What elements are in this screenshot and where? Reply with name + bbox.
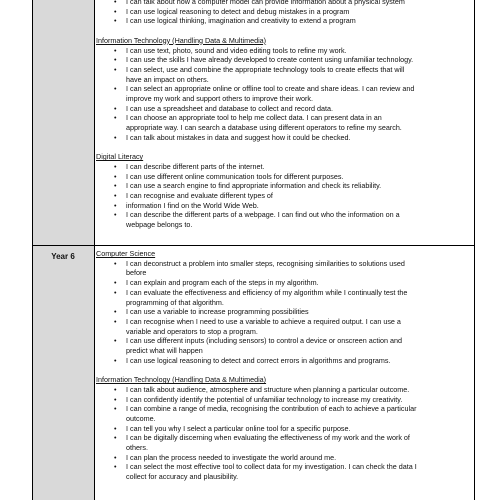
- list-item: • I can select an appropriate online or offline tool to create and share ideas. I can review and improve my work and support others to improve their work.: [114, 84, 415, 104]
- cs-list-row1: [96, 0, 472, 26]
- list-item: • I can use the skills I have already developed to create content using unfamiliar technology.: [114, 55, 414, 65]
- list-item: • I can use a variable to increase programming possibilities: [114, 307, 309, 317]
- it-list-row1: [96, 46, 472, 143]
- list-item: • I can explain and program each of the steps in my algorithm.: [114, 278, 319, 288]
- list-item: • I can deconstruct a problem into smaller steps, recognising similarities to solutions used before: [114, 258, 405, 278]
- list-item: • I can be digitally discerning when evaluating the effectiveness of my work and the work of others.: [114, 433, 410, 453]
- table-border: [474, 0, 475, 500]
- row-divider: [32, 245, 475, 246]
- list-item: • I can use different online communication tools for different purposes.: [114, 171, 344, 181]
- list-item: • I can evaluate the effectiveness and efficiency of my algorithm while I continually test the programming of that algorithm.: [114, 287, 408, 307]
- list-item: • I can use logical thinking, imagination and creativity to extend a program: [114, 16, 356, 26]
- list-item: • I can combine a range of media, recognising the contribution of each to achieve a particular outcome.: [114, 404, 417, 423]
- list-item: • I can select the most effective tool to collect data for my investigation. I can check the data I collect for accuracy and plausibility.: [114, 462, 417, 482]
- list-item: • I can confidently identify the potential of unfamiliar technology to increase my creativity.: [114, 394, 403, 404]
- section-heading-cs: Computer Science: [96, 249, 156, 258]
- section-heading-it: Information Technology (Handling Data & Multimedia): [96, 35, 267, 45]
- list-item: • information I find on the World Wide Web.: [114, 200, 259, 210]
- list-item: • I can use a search engine to find appropriate information and check its reliability.: [114, 181, 382, 191]
- year-label: Year 6: [51, 252, 75, 261]
- cs-list-row2: [96, 259, 472, 366]
- list-item: • I can use text, photo, sound and video editing tools to refine my work.: [114, 45, 347, 55]
- dl-list-row1: [96, 162, 472, 230]
- table-border: [32, 0, 33, 500]
- list-item: • I can recognise and evaluate different types of: [114, 191, 273, 201]
- table-border: [94, 0, 95, 500]
- year-column-shade: [32, 0, 94, 245]
- list-item: • I can talk about mistakes in data and suggest how it could be checked.: [114, 132, 351, 142]
- year-column-shade: [32, 246, 94, 500]
- row1-content: [96, 0, 472, 230]
- it-list-row2: [96, 385, 472, 482]
- list-item: • I can tell you why I select a particular online tool for a specific purpose.: [114, 423, 351, 433]
- list-item: • I can describe different parts of the internet.: [114, 161, 265, 171]
- list-item: • I can describe the different parts of a webpage. I can find out who the information on a webpage belongs to.: [114, 210, 400, 230]
- list-item: • I can talk about audience, atmosphere and structure when planning a particular outcome.: [114, 384, 410, 394]
- list-item: • I can use a spreadsheet and database to collect and record data.: [114, 103, 333, 113]
- list-item: • I can use logical reasoning to detect and correct errors in algorithms and programs.: [114, 355, 391, 365]
- list-item: • I can recognise when I need to use a variable to achieve a required output. I can use a variable and operators to stop a program.: [114, 316, 401, 336]
- list-item: • I can use different inputs (including sensors) to control a device or onscreen action and predict what will happen: [114, 336, 402, 356]
- list-item: • I can select, use and combine the appropriate technology tools to create effects that will have an impact on others.: [114, 64, 405, 84]
- list-item: • I can plan the process needed to investigate the world around me.: [114, 452, 337, 462]
- list-item: • I can choose an appropriate tool to help me collect data. I can present data in an appropriate way. I can search a database using different operators to refine my search.: [114, 113, 402, 133]
- section-heading-it: Information Technology (Handling Data & Multimedia): [96, 375, 267, 385]
- row2-content: [96, 249, 472, 482]
- list-item: • I can talk about how a computer model can provide information about a physical system: [114, 0, 405, 6]
- section-heading-dl: Digital Literacy: [96, 152, 144, 162]
- list-item: • I can use logical reasoning to detect and debug mistakes in a program: [114, 6, 350, 16]
